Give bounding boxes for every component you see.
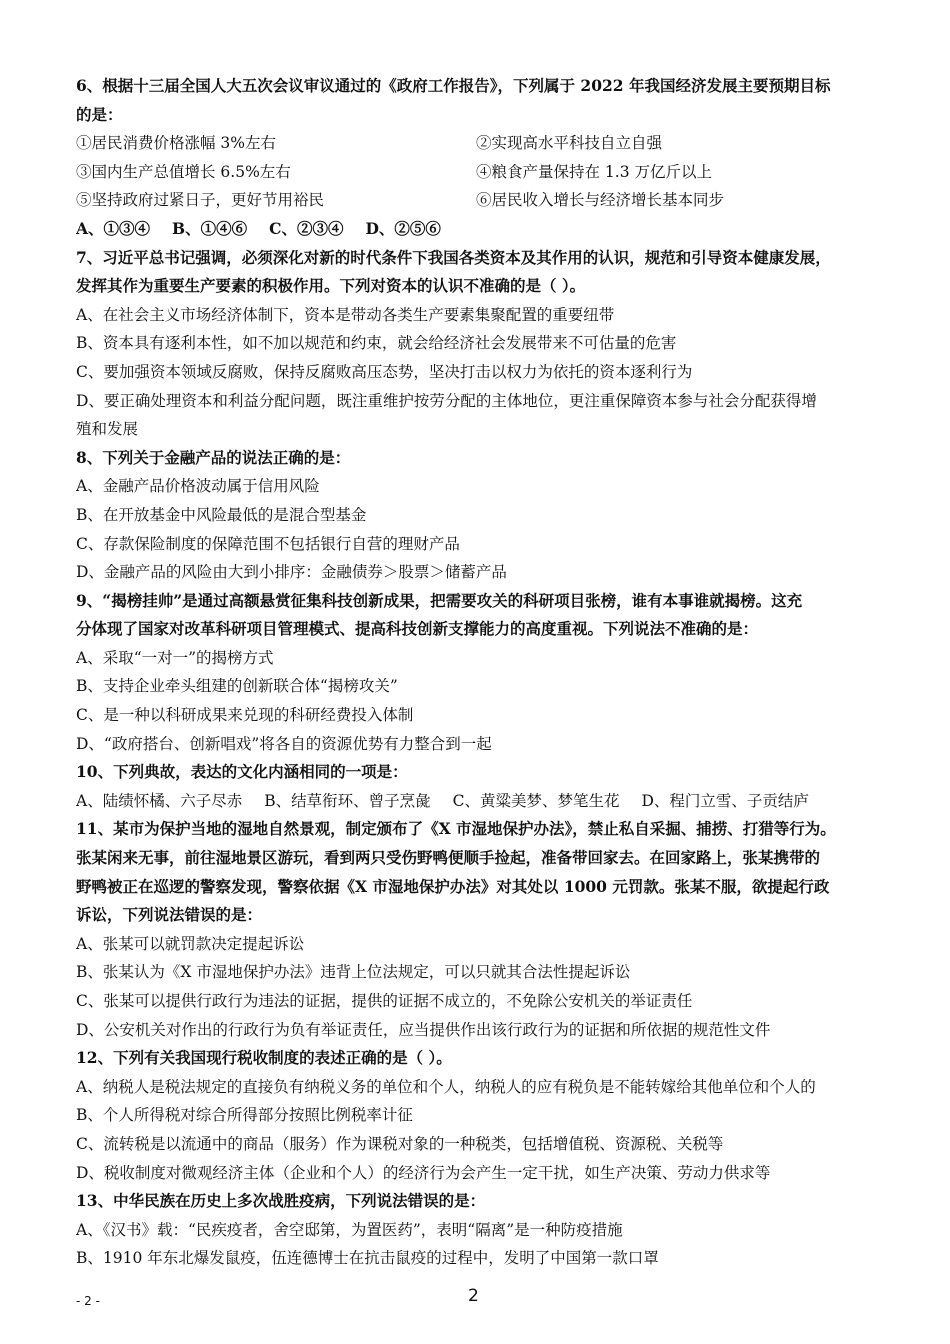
q11-option-a: A、张某可以就罚款决定提起诉讼 (76, 934, 305, 953)
q7-option-d-line2: 殖和发展 (76, 420, 139, 439)
q11-option-d: D、公安机关对作出的行政行为负有举证责任，应当提供作出该行政行为的证据和所依据的规范性文件 (76, 1020, 771, 1039)
q6-items-row3 (76, 186, 876, 215)
q11-stem-line4: 诉讼，下列说法错误的是： (76, 905, 263, 925)
q7-option-a: A、在社会主义市场经济体制下，资本是带动各类生产要素集聚配置的重要纽带 (76, 305, 615, 324)
q10-option-d: D、程门立雪、子贡结庐 (641, 791, 809, 810)
q11-stem-line3: 野鸭被正在巡逻的警察发现，警察依据《X 市湿地保护办法》对其处以 1000 元罚款。张某不服，欲提起行政 (76, 876, 830, 896)
q6-items-row2 (76, 158, 876, 187)
q7-stem-line2: 发挥其作为重要生产要素的积极作用。下列对资本的认识不准确的是（ ）。 (76, 276, 586, 296)
q9-stem-line1: 9、“揭榜挂帅”是通过高额悬赏征集科技创新成果，把需要攻关的科研项目张榜，谁有本事谁就揭榜。这充 (76, 590, 803, 610)
q13-stem: 13、中华民族在历史上多次战胜疫病，下列说法错误的是： (76, 1191, 486, 1211)
q10-option-b: B、结草衔环、曾子烹彘 (264, 791, 431, 810)
q6-item-2: ②实现高水平科技自立自强 (476, 134, 663, 153)
q10-options (76, 787, 876, 816)
q6-stem-line2: 的是： (76, 104, 123, 124)
q11-stem-line2: 张某闲来无事，前往湿地景区游玩，看到两只受伤野鸭便顺手捡起，准备带回家去。在回家路上，张某携带的 (76, 848, 821, 868)
q6-item-5: ⑤坚持政府过紧日子，更好节用裕民 (76, 191, 325, 210)
q8-option-b: B、在开放基金中风险最低的是混合型基金 (76, 505, 367, 524)
q10-option-c: C、黄粱美梦、梦笔生花 (452, 791, 620, 810)
q12-option-c: C、流转税是以流通中的商品（服务）作为课税对象的一种税类，包括增值税、资源税、关税等 (76, 1134, 724, 1153)
q12-option-b: B、个人所得税对综合所得部分按照比例税率计征 (76, 1106, 413, 1125)
footer-page-marker: - 2 - (76, 1294, 100, 1308)
q7-option-b: B、资本具有逐利本性，如不加以规范和约束，就会给经济社会发展带来不可估量的危害 (76, 334, 677, 353)
q6-item-4: ④粮食产量保持在 1.3 万亿斤以上 (476, 162, 713, 181)
q9-option-b: B、支持企业牵头组建的创新联合体“揭榜攻关” (76, 677, 398, 696)
q12-option-a: A、纳税人是税法规定的直接负有纳税义务的单位和个人，纳税人的应有税负是不能转嫁给其他单位和个人的 (76, 1077, 816, 1096)
q12-option-d: D、税收制度对微观经济主体（企业和个人）的经济行为会产生一定干扰，如生产决策、劳动力供求等 (76, 1163, 771, 1182)
q11-option-b: B、张某认为《X 市湿地保护办法》违背上位法规定，可以只就其合法性提起诉讼 (76, 963, 631, 982)
page-number: 2 (468, 1286, 479, 1306)
q8-stem: 8、下列关于金融产品的说法正确的是： (76, 447, 351, 467)
q8-option-c: C、存款保险制度的保障范围不包括银行自营的理财产品 (76, 534, 460, 553)
q9-option-d: D、“政府搭台、创新唱戏”将各自的资源优势有力整合到一起 (76, 734, 492, 753)
q12-stem: 12、下列有关我国现行税收制度的表述正确的是（ ）。 (76, 1048, 452, 1068)
q6-item-1: ①居民消费价格涨幅 3%左右 (76, 134, 277, 153)
q8-option-a: A、金融产品价格波动属于信用风险 (76, 477, 320, 496)
q6-items-row1 (76, 129, 876, 158)
q13-option-a: A、《汉书》载：“民疾疫者，舍空邸第，为置医药”，表明“隔离”是一种防疫措施 (76, 1220, 623, 1239)
q10-option-a: A、陆绩怀橘、六子尽赤 (76, 791, 243, 810)
q8-option-d: D、金融产品的风险由大到小排序：金融债券＞股票＞储蓄产品 (76, 563, 507, 582)
q13-option-b: B、1910 年东北爆发鼠疫，伍连德博士在抗击鼠疫的过程中，发明了中国第一款口罩 (76, 1249, 659, 1268)
q10-stem: 10、下列典故，表达的文化内涵相同的一项是： (76, 762, 408, 782)
q6-item-3: ③国内生产总值增长 6.5%左右 (76, 162, 291, 181)
q7-option-d-line1: D、要正确处理资本和利益分配问题，既注重维护按劳分配的主体地位，更注重保障资本参与社会分配获得增 (76, 391, 817, 410)
q6-stem-line1: 6、根据十三届全国人大五次会议审议通过的《政府工作报告》，下列属于 2022 年我国经济发展主要预期目标 (76, 76, 831, 95)
q6-item-6: ⑥居民收入增长与经济增长基本同步 (476, 191, 725, 210)
q6-option-d: D、②⑤⑥ (365, 218, 441, 238)
q11-stem-line1: 11、某市为保护当地的湿地自然景观，制定颁布了《X 市湿地保护办法》，禁止私自采掘、捕捞、打猎等行为。 (76, 819, 836, 839)
q6-option-a: A、①③④ (76, 218, 151, 238)
q11-option-c: C、张某可以提供行政行为违法的证据，提供的证据不成立的，不免除公安机关的举证责任 (76, 992, 693, 1010)
q9-option-c: C、是一种以科研成果来兑现的科研经费投入体制 (76, 706, 414, 725)
q6-options (76, 215, 876, 244)
q9-stem-line2: 分体现了国家对改革科研项目管理模式、提高科技创新支撑能力的高度重视。下列说法不准确的是： (76, 619, 759, 639)
q6-option-c: C、②③④ (269, 218, 344, 238)
q6-option-b: B、①④⑥ (172, 218, 248, 238)
q7-stem-line1: 7、习近平总书记强调，必须深化对新的时代条件下我国各类资本及其作用的认识，规范和引导资本健康发展， (76, 247, 831, 267)
document-page (76, 72, 876, 1273)
q9-option-a: A、采取“一对一”的揭榜方式 (76, 648, 274, 667)
q7-option-c: C、要加强资本领域反腐败，保持反腐败高压态势，坚决打击以权力为依托的资本逐利行为 (76, 362, 693, 381)
